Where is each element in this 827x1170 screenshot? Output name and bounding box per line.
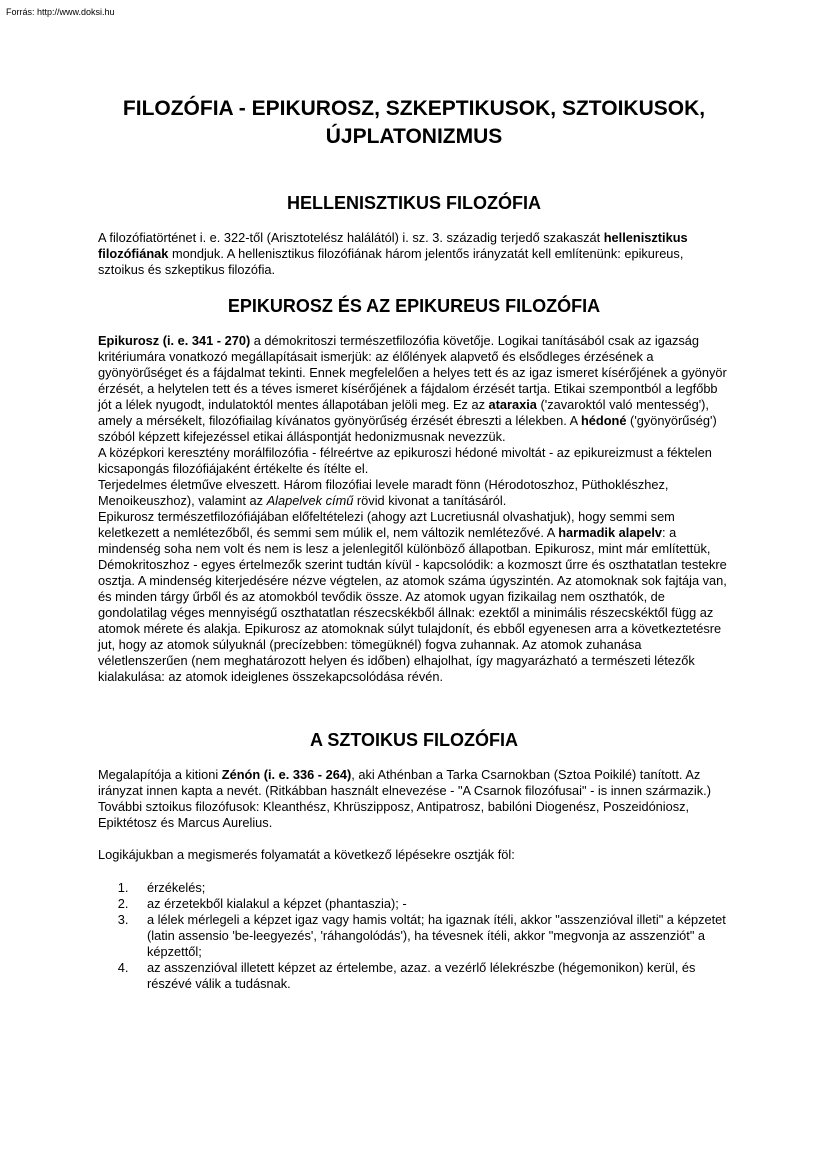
list-item: 2. az érzetekből kialakul a képzet (phantaszia); - [132, 896, 730, 912]
list-item: 1. érzékelés; [132, 880, 730, 896]
heading-hellenisztikus: HELLENISZTIKUS FILOZÓFIA [287, 193, 541, 213]
list-item: 4. az asszenzióval illetett képzet az értelembe, azaz. a vezérlő lélekrészbe (hégemonikon) kerül, és részévé válik a tudásnak. [132, 960, 730, 992]
list-item: 3. a lélek mérlegeli a képzet igaz vagy hamis voltát; ha igaznak ítéli, akkor "asszenzióval illeti" a képzetet (latin assensio 'be-leegyezés', 'ráhangolódás'), ha tévesnek ítéli, akkor "megvonja az asszenziót" a képzettől; [132, 912, 730, 960]
paragraph-sztoikus-logika: Logikájukban a megismerés folyamatát a következő lépésekre osztják föl: [98, 847, 515, 862]
paragraph-hellenisztikus: A filozófiatörténet i. e. 322-től (Arisztotelész halálától) i. sz. 3. századig terjedő szakaszát hellenisztikus filozófiának mondjuk. A hellenisztikus filozófiának három jelentős irányzatát kell említenünk: epikureus, sztoikus és szkeptikus filozófia. [98, 230, 688, 277]
paragraph-epikurosz-3: Terjedelmes életműve elveszett. Három filozófiai levele maradt fönn (Hérodotoszhoz, Püthoklészhez, Menoikeuszhoz), valamint az Alapelvek című rövid kivonat a tanításáról. [98, 477, 669, 508]
steps-list [98, 880, 730, 992]
paragraph-epikurosz-4: Epikurosz természetfilozófiájában előfeltételezi (ahogy azt Lucretiusnál olvashatjuk), hogy semmi sem keletkezett a nemlétezőből, és semmi sem múlik el, nem változik nemlétezővé. A harmadik alapelv: a mindenség soha nem volt és nem is lesz a jelenlegitől különböző állapotban. Epikurosz, mint már említettük, Démokritoszhoz - egyes értelmezők szerint tudtán kívül - kapcsolódik: a kozmoszt űrre és oszthatatlan testekre osztja. A mindenség kiterjedésére nézve végtelen, az atomok száma úgyszintén. Az atomoknak sok fajtája van, és minden tárgy űrből és az atomokból tevődik össze. Az atomok ugyan fizikailag nem oszthatók, de gondolatilag véges mennyiségű oszthatatlan részecskékből állnak: ezektől a minimális részecskéktől függ az atomok mérete és alakja. Epikurosz az atomoknak súlyt tulajdonít, és ebből egyenesen arra a következtetésre jut, hogy az atomok súlyuknál (precízebben: tömegüknél) fogva zuhannak. Az atomok zuhanása véletlenszerűen (nem meghatározott helyen és időben) elhajolhat, így magyarázható a természeti létezők kialakulása: az atomok ideiglenes összekapcsolódása révén. [98, 509, 727, 684]
paragraph-epikurosz-1: Epikurosz (i. e. 341 - 270) a démokritoszi természetfilozófia követője. Logikai tanításából csak az igazság kritériumára vonatkozó megállapításait ismerjük: az élőlények alapvető és elsődleges érzésének a gyönyörűséget és a fájdalmat tekinti. Ennek megfelelően a helyes tett és az igaz ismeret kísérőjének a gyönyör érzését, a helytelen tett és a téves ismeret kísérőjének a fájdalom érzését tartja. Etikai szempontból a legfőbb jót a lélek nyugodt, indulatoktól mentes állapotában jelöli meg. Ez az ataraxia ('zavaroktól való mentesség'), amely a mérsékelt, filozófiailag kívánatos gyönyörűség érzését ébreszti a lélekben. A hédoné ('gyönyörűség') szóból képzett kifejezéssel etikai álláspontját hedonizmusnak nevezzük. [98, 333, 727, 444]
paragraph-sztoikus-1: Megalapítója a kitioni Zénón (i. e. 336 - 264), aki Athénban a Tarka Csarnokban (Sztoa Poikilé) tanított. Az irányzat innen kapta a nevét. (Ritkábban használt elnevezése - "A Csarnok filozófusai" - is innen származik.) További sztoikus filozófusok: Kleanthész, Khrüszipposz, Antipatrosz, babilóni Diogenész, Poszeidóniosz, Epiktétosz és Marcus Aurelius. [98, 767, 711, 830]
heading-epikurosz: EPIKUROSZ ÉS AZ EPIKUREUS FILOZÓFIA [227, 296, 601, 316]
paragraph-epikurosz-2: A középkori keresztény morálfilozófia - félreértve az epikuroszi hédoné mivoltát - az epikureizmust a féktelen kicsapongás filozófiájaként értékelte és ítélte el. [98, 445, 712, 476]
document-body [98, 95, 730, 992]
heading-sztoikus: A SZTOIKUS FILOZÓFIA [310, 730, 518, 750]
document-title [98, 95, 730, 151]
title-line-2: ÚJPLATONIZMUS [325, 125, 503, 148]
source-label: Forrás: http://www.doksi.hu [6, 7, 115, 17]
title-line-1: FILOZÓFIA - EPIKUROSZ, SZKEPTIKUSOK, SZTOIKUSOK, [122, 97, 706, 120]
